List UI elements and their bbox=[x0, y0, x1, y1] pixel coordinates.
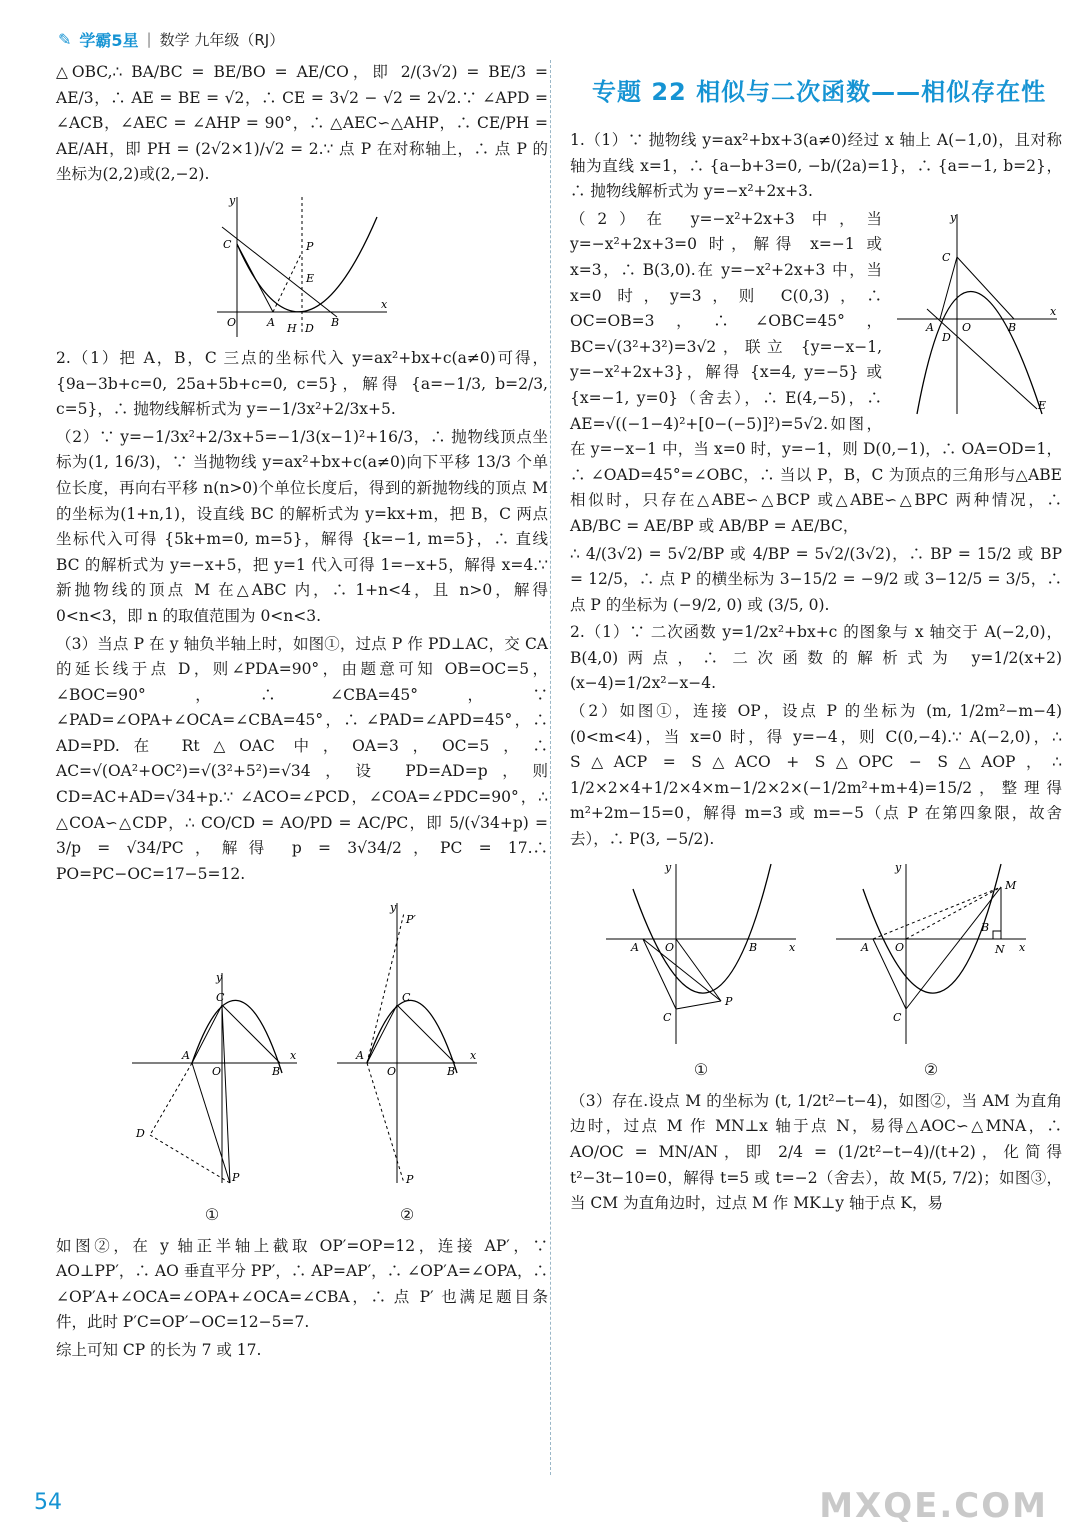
left-figure-row bbox=[56, 893, 548, 1227]
svg-text:P: P bbox=[725, 994, 733, 1008]
svg-text:B: B bbox=[749, 940, 758, 954]
left-figure-1 bbox=[122, 893, 302, 1227]
left-paragraph-6: 综上可知 CP 的长为 7 或 17. bbox=[56, 1341, 262, 1359]
svg-text:O: O bbox=[212, 1065, 222, 1079]
right-paragraph-1: 1.（1）∵ 抛物线 y=ax²+bx+3(a≠0)经过 x 轴上 A(−1,0)，且对称轴为直线 x=1，∴ {a−b+3=0, −b/(2a)=1}，∴ {a=−1, b=2}，∴ 抛物线解析式为 y=−x²+2x+3. bbox=[570, 131, 1062, 201]
page-header bbox=[58, 26, 284, 52]
left-paragraph-5: 如图②，在 y 轴正半轴上截取 OP′=OP=12，连接 AP′，∵ AO⊥PP′，∴ AO 垂直平分 PP′，∴ AP=AP′，∴ ∠OP′A=∠OPA，∴ ∠OP′A+∠OCA=∠OPA+∠OCA=∠CBA，∴ 点 P′ 也满足题目条件，此时 P′C=OP′−OC=12−5=7. bbox=[56, 1236, 548, 1332]
svg-text:C: C bbox=[223, 237, 232, 251]
svg-text:x: x bbox=[290, 1049, 297, 1063]
svg-text:y: y bbox=[665, 860, 672, 874]
svg-text:D: D bbox=[305, 321, 314, 335]
svg-text:C: C bbox=[942, 250, 951, 264]
right-paragraph-3: ∴ 4/(3√2) = 5√2/BP 或 4/BP = 5√2/(3√2)，∴ BP = 15/2 或 BP = 12/5，∴ 点 P 的横坐标为 3−15/2 = −9/2 或 3−12/5 = 3/5，∴ 点 P 的坐标为 (−9/2, 0) 或 (3/5, 0). bbox=[570, 544, 1062, 614]
svg-text:B: B bbox=[1008, 320, 1017, 334]
brand-name: 学霸5星 bbox=[79, 30, 139, 50]
right-figure-2-caption: ② bbox=[923, 1060, 939, 1080]
svg-text:O: O bbox=[227, 315, 237, 329]
svg-text:O: O bbox=[665, 940, 675, 954]
svg-text:N: N bbox=[995, 942, 1005, 956]
svg-text:x: x bbox=[1050, 304, 1057, 318]
svg-text:B: B bbox=[331, 315, 340, 329]
svg-text:O: O bbox=[962, 320, 972, 334]
left-column bbox=[56, 60, 548, 1366]
svg-text:A: A bbox=[631, 940, 639, 954]
svg-text:O: O bbox=[895, 940, 905, 954]
topic-title: 专题 22 相似与二次函数——相似存在性 bbox=[592, 78, 1047, 106]
svg-text:A: A bbox=[182, 1049, 190, 1063]
svg-text:x: x bbox=[1019, 940, 1026, 954]
right-paragraph-5: （2）如图①，连接 OP，设点 P 的坐标为 (m, 1/2m²−m−4)(0<m<4)，当 x=0 时，得 y=−4，则 C(0,−4).∵ A(−2,0)，∴ S△ACP = S△ACO + S△OPC − S△AOP，∴ 1/2×2×4+1/2×4×m−1/2×2×(−1/2m²+m+4)=15/2，整理得 m²+2m−15=0，解得 m=3 或 m=−5（点 P 在第四象限，故舍去），∴ P(3, −5/2). bbox=[570, 702, 1062, 849]
svg-text:P: P bbox=[406, 1173, 414, 1187]
svg-text:E: E bbox=[1038, 398, 1047, 412]
right-paragraph-4: 2.（1）∵ 二次函数 y=1/2x²+bx+c 的图象与 x 轴交于 A(−2,0)，B(4,0)两点，∴ 二次函数的解析式为 y=1/2(x+2)(x−4)=1/2x²−x−4. bbox=[570, 623, 1062, 693]
svg-text:O: O bbox=[387, 1065, 397, 1079]
svg-text:B: B bbox=[981, 920, 990, 934]
svg-text:D: D bbox=[942, 330, 951, 344]
svg-text:y: y bbox=[229, 193, 236, 207]
left-figure-2-caption: ② bbox=[399, 1205, 415, 1225]
brand-logo-icon: ✎ bbox=[58, 29, 72, 49]
svg-text:y: y bbox=[950, 210, 957, 224]
svg-text:D: D bbox=[136, 1127, 145, 1141]
svg-text:C: C bbox=[216, 991, 225, 1005]
page-number: 54 bbox=[34, 1490, 62, 1515]
right-figure-1-caption: ① bbox=[693, 1060, 709, 1080]
right-paragraph-6: （3）存在.设点 M 的坐标为 (t, 1/2t²−t−4)，如图②，当 AM 为直角边时，过点 M 作 MN⊥x 轴于点 N，易得△AOC∽△MNA，∴ AO/OC = MN/AN，即 2/4 = (1/2t²−t−4)/(t+2)，化简得 t²−3t−10=0，解得 t=5 或 t=−2（舍去），故 M(5, 7/2)；如图③，当 CM 为直角边时，过点 M 作 MK⊥y 轴于点 K，易 bbox=[570, 1091, 1062, 1213]
right-figure-row bbox=[570, 859, 1062, 1083]
svg-text:y: y bbox=[390, 901, 397, 915]
svg-text:C: C bbox=[402, 991, 411, 1005]
right-figure-1 bbox=[601, 859, 801, 1083]
header-separator: | bbox=[146, 30, 152, 48]
watermark: MXQE.COM bbox=[819, 1486, 1048, 1526]
right-column bbox=[570, 128, 1062, 1219]
svg-text:H: H bbox=[287, 321, 297, 335]
svg-text:y: y bbox=[216, 971, 223, 985]
svg-text:P: P bbox=[306, 239, 314, 253]
svg-text:C: C bbox=[893, 1010, 902, 1024]
left-figure-1-caption: ① bbox=[204, 1205, 220, 1225]
figure-parabola-abe bbox=[892, 209, 1062, 419]
header-subject: 数学 九年级（RJ） bbox=[159, 30, 285, 49]
svg-text:P′: P′ bbox=[406, 913, 416, 927]
svg-text:E: E bbox=[306, 271, 315, 285]
right-paragraph-2: （2）在 y=−x²+2x+3 中，当 y=−x²+2x+3=0 时，解得 x=−1 或 x=3，∴ B(3,0).在 y=−x²+2x+3 中，当 x=0 时，y=3，则 C(0,3)，∴ OC=OB=3，∴ ∠OBC=45°，BC=√(3²+3²)=3√2，联立 {y=−x−1, y=−x²+2x+3}，解得 {x=4, y=−5} 或 {x=−1, y=0}（舍去），∴ E(4,−5)，∴ AE=√((−1−4)²+[0−(−5)]²)=5√2.如图，在 y=−x−1 中，当 x=0 时，y=−1，则 D(0,−1)，∴ OA=OD=1，∴ ∠OAD=45°=∠OBC，∴ 当以 P，B，C 为顶点的三角形与△ABE 相似时，只存在△ABE∽△BCP 或△ABE∽△BPC 两种情况，∴ AB/BC = AE/BP 或 AB/BP = AE/BC， bbox=[570, 209, 1062, 535]
svg-text:P: P bbox=[232, 1171, 240, 1185]
left-figure-2 bbox=[332, 893, 482, 1227]
right-figure-2 bbox=[831, 859, 1031, 1083]
svg-text:B: B bbox=[447, 1065, 456, 1079]
svg-text:A: A bbox=[356, 1049, 364, 1063]
svg-text:x: x bbox=[789, 940, 796, 954]
svg-text:M: M bbox=[1005, 878, 1017, 892]
svg-text:A: A bbox=[861, 940, 869, 954]
left-paragraph-2: 2.（1）把 A，B，C 三点的坐标代入 y=ax²+bx+c(a≠0)可得，{9a−3b+c=0, 25a+5b+c=0, c=5}，解得 {a=−1/3, b=2/3, c=5}，∴ 抛物线解析式为 y=−1/3x²+2/3x+5. bbox=[56, 348, 548, 419]
svg-text:C: C bbox=[663, 1010, 672, 1024]
left-paragraph-3: （2）∵ y=−1/3x²+2/3x+5=−1/3(x−1)²+16/3，∴ 抛物线顶点坐标为(1, 16/3)，∵ 当抛物线 y=ax²+bx+c(a≠0)向下平移 13/3 个单位长度，再向右平移 n(n>0)个单位长度后，得到的新抛物线的顶点 M 的坐标为(1+n,1)，设直线 BC 的解析式为 y=kx+m，把 B，C 两点坐标代入可得 {5k+m=0, m=5}，解得 {k=−1, m=5}，∴ 直线 BC 的解析式为 y=−x+5，把 y=1 代入可得 1=−x+5，解得 x=4.∵ 新抛物线的顶点 M 在△ABC 内，∴ 1+n<4，且 n>0，解得 0<n<3，即 n 的取值范围为 0<n<3. bbox=[56, 427, 548, 625]
svg-text:A: A bbox=[926, 320, 934, 334]
svg-text:x: x bbox=[381, 297, 388, 311]
svg-text:x: x bbox=[470, 1049, 477, 1063]
left-paragraph-4: （3）当点 P 在 y 轴负半轴上时，如图①，过点 P 作 PD⊥AC，交 CA 的延长线于点 D，则∠PDA=90°，由题意可知 OB=OC=5，∠BOC=90°，∴ ∠CBA=45°，∵ ∠PAD=∠OPA+∠OCA=∠CBA=45°，∴ ∠PAD=∠APD=45°，∴ AD=PD.在 Rt△OAC 中，OA=3，OC=5，∴ AC=√(OA²+OC²)=√(3²+5²)=√34，设 PD=AD=p，则 CD=AC+AD=√34+p.∵ ∠ACO=∠PCD，∠COA=∠PDC=90°，∴ △COA∽△CDP，∴ CO/CD = AO/PD = AC/PC，即 5/(√34+p) = 3/p = √34/PC，解得 p = 3√34/2，PC = 17.∴ PO=PC−OC=17−5=12. bbox=[56, 634, 548, 883]
svg-text:A: A bbox=[267, 315, 275, 329]
svg-text:y: y bbox=[895, 860, 902, 874]
column-divider bbox=[550, 60, 551, 1475]
figure-parabola-ae bbox=[207, 192, 397, 342]
left-paragraph-1: △OBC,∴ BA/BC = BE/BO = AE/CO，即 2/(3√2) = BE/3 = AE/3，∴ AE = BE = √2，∴ CE = 3√2 − √2 = 2√2.∵ ∠APD = ∠ACB，∠AEC = ∠AHP = 90°，∴ △AEC∽△AHP，∴ CE/PH = AE/AH，即 PH = (2√2×1)/√2 = 2.∵ 点 P 在对称轴上，∴ 点 P 的坐标为(2,2)或(2,−2). bbox=[56, 63, 548, 184]
svg-text:B: B bbox=[272, 1065, 281, 1079]
